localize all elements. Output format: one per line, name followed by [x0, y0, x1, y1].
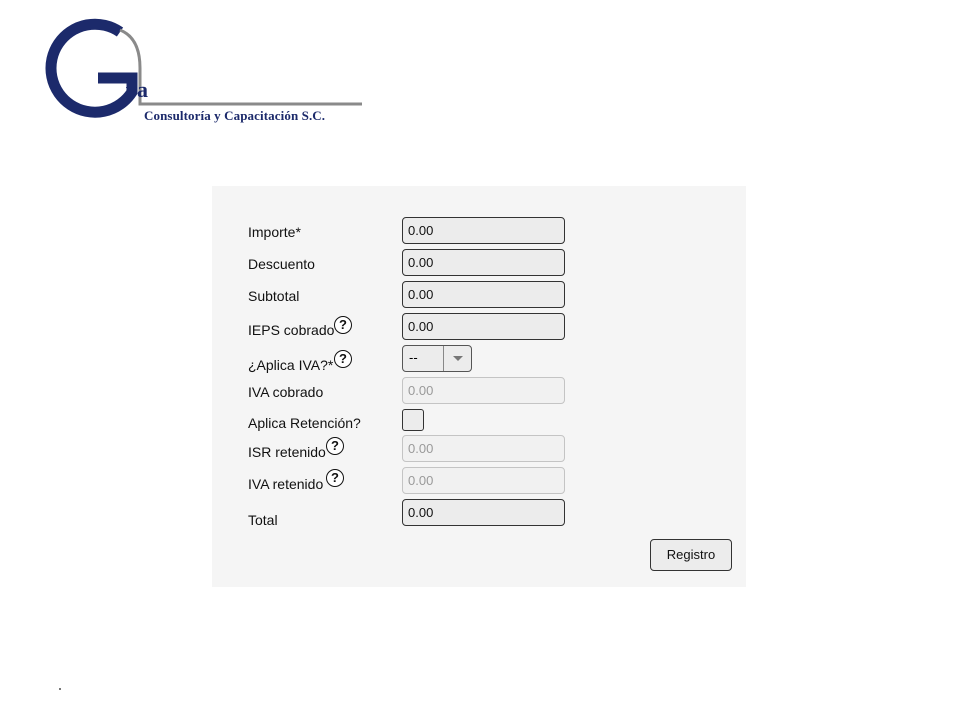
tax-form-panel: [212, 186, 746, 587]
ieps-field[interactable]: [402, 313, 565, 340]
isr-retenido-field: [402, 435, 565, 462]
subtotal-label: Subtotal: [248, 288, 300, 304]
iva-retenido-label: IVA retenido: [248, 476, 324, 492]
registro-button[interactable]: Registro: [650, 539, 732, 571]
total-field[interactable]: [402, 499, 565, 526]
aplica-retencion-label: Aplica Retención?: [248, 415, 361, 431]
ieps-label: IEPS cobrado: [248, 322, 335, 338]
chevron-down-icon[interactable]: [443, 346, 472, 371]
importe-label: Importe*: [248, 224, 301, 240]
iva-retenido-help-icon[interactable]: ?: [326, 469, 344, 487]
aplica-iva-selected: --: [409, 350, 418, 365]
aplica-iva-label: ¿Aplica IVA?*: [248, 357, 334, 373]
isr-retenido-label: ISR retenido: [248, 444, 326, 460]
descuento-field[interactable]: [402, 249, 565, 276]
iva-cobrado-label: IVA cobrado: [248, 384, 324, 400]
aplica-retencion-checkbox[interactable]: [402, 409, 424, 431]
iva-retenido-field: [402, 467, 565, 494]
importe-field[interactable]: [402, 217, 565, 244]
total-label: Total: [248, 512, 278, 528]
descuento-label: Descuento: [248, 256, 315, 272]
company-name: Consultoría y Capacitación S.C.: [144, 108, 326, 123]
iva-cobrado-field: [402, 377, 565, 404]
ieps-help-icon[interactable]: ?: [334, 316, 352, 334]
aplica-iva-help-icon[interactable]: ?: [334, 350, 352, 368]
subtotal-field[interactable]: [402, 281, 565, 308]
aplica-iva-select[interactable]: [402, 345, 472, 372]
stray-dot: [59, 688, 61, 690]
isr-retenido-help-icon[interactable]: ?: [326, 437, 344, 455]
logo-letters: va: [126, 77, 148, 102]
